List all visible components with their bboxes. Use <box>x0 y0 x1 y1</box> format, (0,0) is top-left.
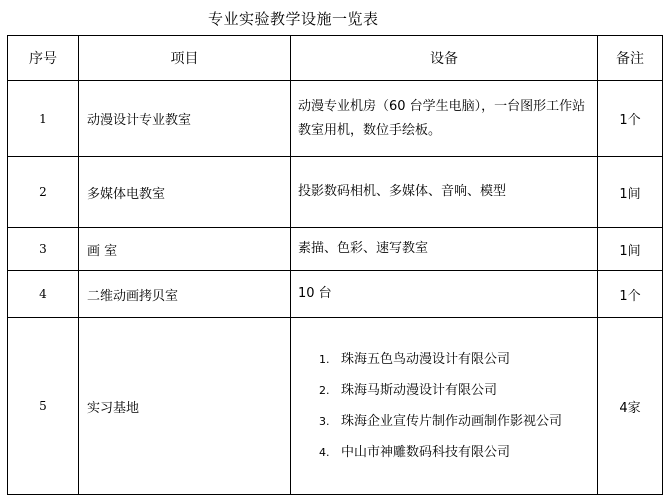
row-note: 1间 <box>598 157 663 228</box>
row-note: 4家 <box>598 318 663 495</box>
list-item <box>319 437 597 468</box>
table-row <box>8 318 663 495</box>
list-text: 珠海五色鸟动漫设计有限公司 <box>341 352 511 367</box>
list-number: 4. <box>319 446 330 459</box>
row-note: 1个 <box>598 271 663 318</box>
list-item <box>319 344 597 375</box>
internship-base-list <box>291 344 597 468</box>
header-item: 项目 <box>79 36 291 81</box>
table-row <box>8 228 663 271</box>
header-no: 序号 <box>8 36 79 81</box>
table-row <box>8 81 663 157</box>
list-item <box>319 375 597 406</box>
row-number: 2 <box>8 157 79 228</box>
list-number: 2. <box>319 384 330 397</box>
header-equipment: 设备 <box>291 36 598 81</box>
row-number: 1 <box>8 81 79 157</box>
row-number: 4 <box>8 271 79 318</box>
row-equipment <box>291 318 598 495</box>
page-title: 专业实验教学设施一览表 <box>208 10 379 28</box>
row-equipment: 动漫专业机房（60 台学生电脑），一台图形工作站教室用机，数位手绘板。 <box>291 81 598 157</box>
table-header-row <box>8 36 663 81</box>
header-note: 备注 <box>598 36 663 81</box>
list-number: 1. <box>319 353 330 366</box>
list-item <box>319 406 597 437</box>
row-item: 二维动画拷贝室 <box>79 271 291 318</box>
list-text: 中山市神雕数码科技有限公司 <box>341 445 511 460</box>
row-note: 1间 <box>598 228 663 271</box>
table-row <box>8 157 663 228</box>
list-number: 3. <box>319 415 330 428</box>
row-note: 1个 <box>598 81 663 157</box>
row-equipment: 素描、色彩、速写教室 <box>291 228 598 271</box>
table-row <box>8 271 663 318</box>
row-number: 5 <box>8 318 79 495</box>
row-item: 实习基地 <box>79 318 291 495</box>
row-number: 3 <box>8 228 79 271</box>
row-item: 多媒体电教室 <box>79 157 291 228</box>
row-item: 画 室 <box>79 228 291 271</box>
list-text: 珠海企业宣传片制作动画制作影视公司 <box>341 414 563 429</box>
row-equipment: 投影数码相机、多媒体、音响、模型 <box>291 157 598 228</box>
list-text: 珠海马斯动漫设计有限公司 <box>341 383 498 398</box>
facilities-table <box>7 35 663 495</box>
row-item: 动漫设计专业教室 <box>79 81 291 157</box>
row-equipment: 10 台 <box>291 271 598 318</box>
